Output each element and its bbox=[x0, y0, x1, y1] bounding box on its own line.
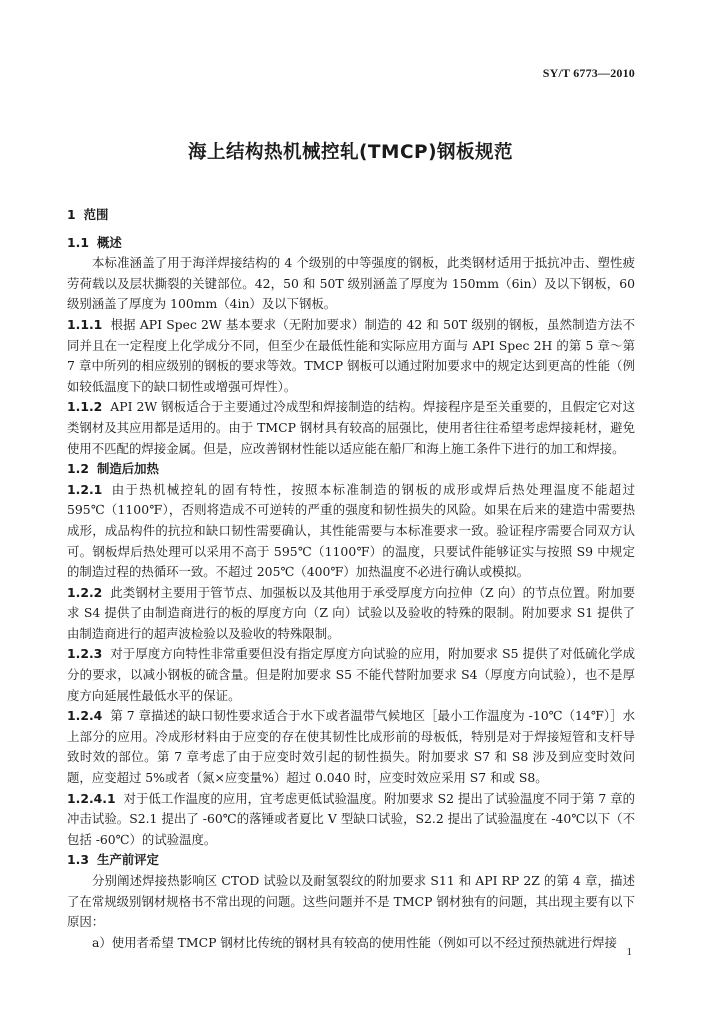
clause-text: 对于低工作温度的应用，宜考虑更低试验温度。附加要求 S2 提出了试验温度不同于第 7 章的冲击试验。S2.1 提出了 -60℃的落锤或者夏比 V 型缺口试验，S2.2 提出了试验温度在 -40℃以下（不包括 -60℃）的试验温度。 bbox=[67, 790, 635, 847]
clause-number: 1.2.1 bbox=[67, 481, 103, 497]
paragraph: 分别阐述焊接热影响区 CTOD 试验以及耐氢裂纹的附加要求 S11 和 API RP 2Z 的第 4 章，描述了在常规级别钢材规格书不常出现的问题。这些问题并不是 TMCP 钢材独有的问题，其出现主要有以下原因： bbox=[67, 873, 635, 930]
section-title: 生产前评定 bbox=[96, 852, 159, 868]
clause-number: 1.2.3 bbox=[67, 646, 103, 662]
section-1-1-heading bbox=[67, 233, 635, 254]
document-title: 海上结构热机械控轧(TMCP)钢板规范 bbox=[187, 142, 514, 163]
clause-1-2-4 bbox=[67, 706, 635, 788]
clause-text: API 2W 钢板适合于主要通过冷成型和焊接制造的结构。焊接程序是至关重要的，且假定它对这类钢材及其应用都是适用的。由于 TMCP 钢材具有较高的屈强比，使用者往往希望考虑焊接耗材，避免使用不匹配的焊接金属。但是，应改善钢材性能以适应能在船厂和海上施工条件下进行的加工和焊接。 bbox=[67, 399, 635, 456]
clause-number: 1.2.4.1 bbox=[67, 790, 116, 806]
clause-1-2-4-1 bbox=[67, 789, 635, 851]
clause-1-2-2 bbox=[67, 583, 635, 645]
clause-text: 此类钢材主要用于管节点、加强板以及其他用于承受厚度方向拉伸（Z 向）的节点位置。附加要求 S4 提供了由制造商进行的板的厚度方向（Z 向）试验以及验收的特殊的限制。附加要求 S1 提供了由制造商进行的超声波检验以及验收的特殊限制。 bbox=[67, 584, 635, 641]
section-title: 概述 bbox=[96, 234, 122, 250]
clause-1-2-3 bbox=[67, 644, 635, 706]
section-number: 1.3 bbox=[67, 852, 89, 868]
section-1-heading bbox=[67, 205, 635, 226]
section-title: 范围 bbox=[83, 207, 109, 222]
document-body bbox=[67, 205, 635, 953]
clause-number: 1.1.1 bbox=[67, 316, 103, 332]
clause-number: 1.2.2 bbox=[67, 584, 103, 600]
paragraph: 本标准涵盖了用于海洋焊接结构的 4 个级别的中等强度的钢板，此类钢材适用于抵抗冲击、塑性疲劳荷载以及层状撕裂的关键部位。42，50 和 50T 级别涵盖了厚度为 150mm（6in）及以下钢板，60 级别涵盖了厚度为 100mm（4in）及以下钢板。 bbox=[67, 255, 635, 312]
section-number: 1.2 bbox=[67, 461, 89, 477]
clause-number: 1.1.2 bbox=[67, 399, 103, 415]
clause-text: 由于热机械控轧的固有特性，按照本标准制造的钢板的成形或焊后热处理温度不能超过 595℃（1100℉），否则将造成不可逆转的严重的强度和韧性损失的风险。如果在后来的建造中需要热成形，成品构件的抗拉和缺口韧性需要确认，其性能需要与本标准要求一致。验证程序需要合同双方认可。钢板焊后热处理可以采用不高于 595℃（1100℉）的温度，只要试件能够证实与按照 S9 中规定的制造过程的热循环一致。不超过 205℃（400℉）加热温度不必进行确认或模拟。 bbox=[67, 481, 635, 580]
clause-text: 根据 API Spec 2W 基本要求（无附加要求）制造的 42 和 50T 级别的钢板，虽然制造方法不同并且在一定程度上化学成分不同，但至少在最低性能和实际应用方面与 API Spec 2H 的第 5 章～第 7 章中所列的相应级别的钢板的要求等效。TMCP 钢板可以通过附加要求中的规定达到更高的性能（例如较低温度下的缺口韧性或增强可焊性）。 bbox=[67, 316, 635, 394]
section-1-2-heading bbox=[67, 459, 635, 480]
section-number: 1.1 bbox=[67, 234, 89, 250]
clause-1-2-1 bbox=[67, 480, 635, 583]
list-item-a: a）使用者希望 TMCP 钢材比传统的钢材具有较高的使用性能（例如可以不经过预热就进行焊接 bbox=[92, 934, 617, 950]
clause-text: 第 7 章描述的缺口韧性要求适合于水下或者温带气候地区［最小工作温度为 -10℃（14℉）］水上部分的应用。冷成形材料由于应变的存在使其韧性比成形前的母板低，特别是对于焊接短管和支杆导致时效的部位。第 7 章考虑了由于应变时效引起的韧性损失。附加要求 S7 和 S8 涉及到应变时效问题，应变超过 5%或者（氮×应变量%）超过 0.040 时，应变时效应采用 S7 和或 S8。 bbox=[67, 708, 635, 786]
standard-code: SY/T 6773—2010 bbox=[542, 66, 635, 80]
section-1-3-heading bbox=[67, 850, 635, 871]
section-title: 制造后加热 bbox=[96, 461, 159, 477]
clause-text: 对于厚度方向特性非常重要但没有指定厚度方向试验的应用，附加要求 S5 提供了对低硫化学成分的要求，以减小钢板的硫含量。但是附加要求 S5 不能代替附加要求 S4（厚度方向试验），也不是厚度方向延展性最低水平的保证。 bbox=[67, 646, 635, 703]
clause-1-1-1 bbox=[67, 315, 635, 397]
clause-number: 1.2.4 bbox=[67, 708, 103, 724]
clause-1-1-2 bbox=[67, 397, 635, 459]
section-number: 1 bbox=[67, 207, 76, 222]
page-number: 1 bbox=[626, 946, 632, 958]
